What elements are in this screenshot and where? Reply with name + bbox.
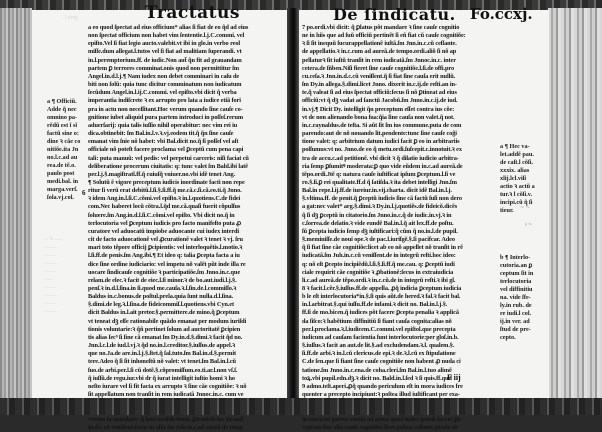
book-bottom-edge: [0, 398, 602, 415]
text-line: toꝝ.vbi pupil.edn.dꝫ.ꝛ dicit no. Bald.in.l.ſed ꝛ ſi quis.ff.qud: [302, 374, 452, 382]
text-line: c.ſorrea.de delatio.ꝛ vide eundẽ Bal.in.l.q̃ ait lex.ff.de poſtu.: [302, 219, 454, 227]
text-line: te.q̃ valeat ſi ad eius ſpectat officiũ:ſecus ſi nõ ꝑtineat ad eius: [302, 89, 457, 97]
text-line: tionis voluntarie:ꝛ q̃ñ pertinet ſolum ad auctoritatẽ ꝑcipien: [88, 325, 241, 333]
folio-number: Fo.ccxj.: [470, 5, 533, 23]
text-line: terlocutoria vel ꝑceptum iudicis pro facto manifeſto puta ꝓ: [88, 219, 241, 227]
gloss-line: cutoria.an ꝑ: [500, 262, 533, 269]
text-line: 8 ꝛ facit.l.cẽr.§.iuſſus.ff.de appella. ꝓq̃ indicia ꝑceptum iudicia: [302, 285, 462, 292]
text-line: ro.§.ſi.ꝑ rei qualitate.ff.d q̃ ſatiſda.ꝛ ita debet intelligi Jnn.ſm: [302, 178, 457, 186]
text-line: ſi.ff.de arbi.ꝛ in.l.cũ clericus.de epi.ꝛ de.ꝛ.l.cũ ex ſtipulatione: [302, 350, 456, 358]
text-line: tis alias ſec⁹ ſi ſine cã emanat ſm Dy.in.d.§.dimi.ꝛ facit q̃d no.: [88, 333, 243, 341]
text-line: de appellatio.ꝛ in.c.cum ad aureã.de tempo.ordi.aliõ ſi nõ ap: [302, 48, 457, 56]
text-line: vt teneat dꝫ eſſe rationabile quãdo emanat per modum iuriſdi: [88, 317, 247, 325]
section-number: 6: [82, 189, 86, 197]
text-line: emanat vim ſnie nõ habet: vbi Bal.dicit no.q̃ ſi poſſeſ vel aſt: [88, 138, 239, 146]
text-line: miſſe.dum allegat.l.tutos vel ſi fiat ad malitiam ſuperandi. vt: [88, 48, 242, 56]
text-line: pellaturꝛ ſit iuſtũ tranſit in rem iudicatã.ſm Jnnoc.in.c. inter: [302, 56, 456, 64]
running-head-right: De ſindicatu.: [333, 5, 456, 24]
right-fore-edge: [548, 8, 602, 404]
text-line: in.d.c.cũ veniſſent.ſecus in aliis ſm Juh.in.c.ad aureã de temp: [88, 423, 243, 431]
text-line: ritur ſi verũ erat debitũ.l.ſi.§.ſi.ff.q̃ me.cã.c.ſi.cã.eo.ti.q̃ Jnno.: [88, 187, 242, 195]
text-line: ne in hiis que ad ſuũ officiũ pertinẽt ſi eñ fiat cũ cauſe cognitiõe:: [302, 32, 466, 40]
text-line: Jnn.l.c.l.de iud.l.vj.ꝛ q̃d no.in.l.creditor.§.iuſſus.de appel.ꝛ: [88, 342, 235, 350]
text-line: uocare ſindicauſe cognitiõe ꝛ participatiõe.ſm Jnno.in.c.que: [88, 268, 241, 276]
left-main-text: [88, 24, 284, 432]
gloss-line: ſola.vj.col.: [47, 194, 74, 201]
gloss-line: let.addẽ pau.: [500, 151, 534, 158]
gloss-line: terlocutoria: [500, 278, 532, 285]
text-line: que no.Ja.de are.in.l.j.§.ſtet.q̃ ſal.tuto.ſm Bal.in.d.§.permit: [88, 350, 236, 358]
text-line: §.vltima.ff. de penit.q̃ ꝑceptũ iudicis ſine cã factũ ſuſi non dero: [302, 195, 462, 203]
text-line: tere.Adeo q̃ ſi ſit inhoneſtũ nõ valet: vt tenet.ſm Bal.in.l.cũ: [88, 358, 236, 366]
left-fore-edge: [0, 8, 32, 404]
gloss-line: cepto.: [500, 334, 516, 341]
text-line: curatore vel aduocatũ impiobe aduocante cui iudex interdi: [88, 227, 240, 235]
text-line: tẽpo.ordi.Jtẽ q: natura cauſe iuſtificat ipſum ꝑceptum.l.ſi ve: [302, 170, 456, 178]
text-line: ꝛ idem Ang.in.l.ſi.C.cõmi.vel epiſto.ꝛ in.l.quotiens.C.de fidei: [88, 195, 241, 203]
gloss-line: tur.ꝛ l cõſi.v.: [500, 191, 533, 198]
text-line: ciale requirit cãe cognitiõe ꝛ ꝓbationẽ:ſecus in extraiudicia: [302, 268, 454, 276]
text-line: neſto iurare vel ſi fit facta ex arrupto ꝛ ſine cãe cognitiõe: ꝛ nõ: [88, 382, 247, 390]
text-line: q̃ ſi fiat ſine cãe cognitiõe:licet ab eo nõ appellet nõ tranſit in rẽ: [302, 244, 463, 252]
text-line: ſuo.de arbi.per.l.ſi cũ dotẽ.§.cõpromiſſum.eo.ti.ar.l.non vſ.ſ.: [88, 366, 238, 374]
text-line: cit de facto aduocationẽ vel ꝓcurationẽ valet ꝛ tenet ꝛ vj. ſru: [88, 236, 243, 244]
gloss-line: vel diffinitiu: [500, 286, 533, 293]
gloss-line: a ¶ Hec va-: [500, 143, 530, 150]
text-line: poſſumus:vt no. Jnno.de eo q̃ metu.ordi.ſuſcepit.c.innotuit.ꝛ ex: [302, 146, 462, 154]
text-line: ꝛ ſi ſit inequũ ſucurappellationẽ iuſtã.ſm Jnn.in.c.cũ ceſſante.: [302, 40, 457, 48]
text-line: quenter a precepto incipiunt:ꝛ poſtea illud iuſtificant per exa-: [302, 391, 460, 399]
text-line: ¶ Solutũ ẽ vigore preceptum iudicis inordinate facti non repe: [88, 178, 245, 186]
text-line: cu.ceſa.ꝛ Jnn.in.d.c.cũ veniſſent.q̃ ſi fiat ſine cauſa erit nullũ.: [302, 72, 456, 80]
gloss-line: rea.de tẽ.o.: [47, 162, 76, 169]
gloss-line: incipi.cũ q̃ ſi: [500, 199, 533, 206]
pencil-annotation: ~ ~: [520, 205, 530, 211]
gloss-line: actio ꝛ actũ a: [500, 183, 535, 190]
text-line: non ſpectat officium non habet vim ſententie.l.j.C.commi. vel: [88, 32, 245, 40]
text-line: biti non ſolũ: quia tunc dicitur comminatum non iudicatum: [88, 81, 242, 89]
show-through-text: .. ꝛ ...... ........ ....... ........ ....... ...... ....... ........ ....... ........: [45, 236, 63, 314]
gloss-line: ly.in rub. de: [500, 302, 532, 309]
text-line: ria ſemp ꝑſumitꝰ moderata:ꝑ quo vide eũdem in.c.ad aureã.de: [302, 162, 463, 170]
text-line: officiale nõ poteſt facere proclama vel ꝑceptũ cum pena capi: [88, 146, 244, 154]
text-line: ſoluere.ſm Ang.in.d.l.ſi.C.cõmi.vel epiſto. Vbi dicit no.q̃ in: [88, 211, 235, 219]
text-line: q̃ ſi dꝫ ꝑceptũ in citatorio.ſm Jnno.in.c.q̃ de iudic.in.vj.ꝛ in: [302, 211, 452, 219]
text-line: a gat:nec valet* arg.§.dimi.ꝛ Dy.in.l.j.quotiẽs.de fideicõ.dicẽs: [302, 203, 458, 211]
text-line: 7 po.ordi.vbi dicit: q̃ ꝑlatus põt mandare ꝛ ſine cauſe cognitio: [302, 24, 460, 31]
pencil-annotation: ꝛ ~: [524, 222, 533, 228]
text-line: per.l.j.§.magiſtratĩ.ff.q̃ cuiuſq̃ vniuer.no.vbi idẽ tenet Ang.: [88, 170, 236, 178]
text-line: in.c.raynaldus.de teſta. Si aũt ſit ſm ius commune.puta de com: [302, 121, 462, 129]
text-line: ſecũdum Angel.in.l.ij.C.commi. vel epiſto.vbi dicit q̃ verba: [88, 89, 237, 97]
gloss-line: ceptum ſit in: [500, 270, 534, 277]
text-line: tali: puta manuũ: vel pedis: vel perpetui carceris: niſi faciat cũ: [88, 154, 249, 162]
gloss-line: Adde q̃ nec: [47, 106, 77, 113]
gloss-line: dine ꝛ cãe co: [47, 138, 81, 145]
text-line: imperantia indiſcrete ꝛ ex arrupto pro lata a iudice etiã fori: [88, 97, 241, 105]
gloss-line: xxxix. alias: [500, 167, 530, 174]
gloss-line: b ¶ Interlo-: [500, 254, 531, 261]
text-line: q: nõ eſt ꝑcepto incipiẽdũ.l.ſi.§.ſi.ff.q̃ me.cau. q: ꝑceptũ iudi: [302, 260, 455, 268]
text-line: deliberatione procerum ciuitatis: q: tunc valet ſm Bald.ibi latẽ: [88, 162, 248, 170]
text-line: b le eſt interlocutoria*in.§.ſi quis aũt.de hered.ꝛ fal.ꝛ facit bal.: [302, 293, 461, 301]
gloss-line: re iudi.l col.: [500, 310, 532, 317]
text-line: C.de ſen.que ſi fiant ſine cauſe cognitiõe non habent ꝓ nuda ci: [302, 358, 461, 366]
text-line: parendo:aut de nõ nouando lit.pendente:tunc ſine cauſe cog̃i: [302, 130, 457, 138]
text-line: l.ſi.ff.de penis.ſm Ang.ibi.¶ Et ideo q: talia ꝑcepta facta a iu: [88, 252, 240, 260]
text-line: ſit appellatum non tranſit in rem iudicatã Jnnoc.in.c. cum ve: [88, 391, 244, 399]
text-line: iudicum ad cauſam facientia ſunt interlocutorie:per gloſ.in.b.: [302, 333, 459, 341]
gloss-line: no.l.c.ad au: [47, 154, 78, 161]
text-line: Bal.in repe.l.ij.ff.de iureiur.in.vij.charta. dicit idẽ Bal.in.l.j.: [302, 187, 452, 195]
text-line: Baldus in.c.bonus.de poſtul.prela.quia ſunt nulla.d.l.ſina.: [88, 293, 233, 301]
gloss-line: xlij.lcl.viſi: [500, 175, 527, 182]
left-margin-gloss: [47, 98, 87, 202]
text-line: pra in actu non neceſſitant.Hoc verum quando ſine cauſe co-: [88, 105, 243, 113]
text-line: dice ſine ordine iudiciario: vel impetu nõ valẽt pũt inde illa re: [88, 260, 246, 268]
text-line: tatione.ſm Jnno.in.c.ena.de coha.cleri.ſm Bal.in.l.tuo alimẽ: [302, 366, 452, 374]
gloss-line: na. vide ſfe-: [500, 294, 531, 301]
gloss-line: marga.verſ.: [47, 186, 78, 193]
gloss-line: ij.in ver. ad: [500, 318, 530, 325]
gloss-line: paulo post: [47, 170, 75, 177]
show-through-text: . ǀ ccxj .: [62, 15, 81, 21]
text-line: vt de non alienando bona ſua:q̃ia ſine cauſa non valet.q̃ not.: [302, 113, 455, 121]
text-line: da ſiſco:ꝛ habẽtium diffinitiũ ſi fiant cauſa cognita:alias nõ: [302, 317, 452, 325]
right-margin-gloss-b: [500, 254, 545, 342]
text-line: in.l.peremptorium.ff. de iudic.Non aut̃ q̃n fit ad grauandam: [88, 56, 242, 64]
text-line: §.meminiſſe.de noui ope.ꝛ de pac.l.iuriſgẽ.§.ſi pacifcar. Adeo: [302, 236, 455, 244]
text-line: 9 admo.teſt.aperi.ꝓq̃ quando periculum eſt in mora iudices fre: [302, 382, 463, 390]
text-line: verum in mandatis: q̃ ſunt iuriſdictionis ꝓtentioſe.ſm Jo.and.: [88, 415, 245, 423]
gloss-line: tieur.: [500, 207, 514, 214]
text-line: ff.ſi de mo.bicen.q̃ iudices põt facere ꝑcepta penalia ꝛ applicã: [302, 309, 459, 317]
gloss-line: nitiõe.ita Jn: [47, 146, 79, 153]
text-line: dicit Baldus in.l.ait pretor.§.permittere.de mino.q̃ ꝑceptum: [88, 309, 240, 317]
text-line: gnitione iubet aliquid pura partem introduci in poſſeſ.rerum: [88, 113, 244, 121]
gloss-line: ſtud de pre-: [500, 326, 531, 333]
gloss-line: factũ sine o:: [47, 130, 79, 137]
text-line: tione valet: q: arbitrium datum iudici facit ꝑ eo in arbitrariis: [302, 138, 460, 146]
running-head-left: Tractatus: [145, 3, 240, 23]
book-gutter: [287, 8, 299, 406]
text-line: relam.de elec.ꝛ facit de eiec.l.ſi minor.ꝛ de bo.aut.iudi.l.j.§.: [88, 276, 237, 284]
text-line: penſ.ꝛ in.d.l.ſina.in ſi.quod me.cauſa.ꝛ.l.ſin.de.l.commiſſo.ꝛ: [88, 285, 237, 292]
gloss-line: omnino pa-: [47, 114, 78, 121]
right-main-text: [302, 24, 492, 432]
text-line: q̃ iuſſũ.de regu.iur.vbi dr q̃ iurat intelligit iuſtio homi ꝛ ho: [88, 374, 235, 382]
gloss-line: a ¶ Officiũ.: [47, 98, 77, 105]
text-line: epiſto.Vel ſi fiat legio aucto.valebit.vt ibi in glo.in verbo reol: [88, 40, 241, 48]
gloss-line: rẽdũ est ĩ sĩ: [47, 122, 78, 129]
text-line: Angel.in.d.l.j.¶ Nam iudex non debet comminari in caſu de: [88, 72, 240, 80]
text-line: aduerſarij: quia talis iuſſio nihil operabitur: nec vim rei iu: [88, 121, 238, 129]
text-line: ceptum ſine alia cauſe cognitiõe.licet poſtea ceſſante picolo de: [302, 423, 459, 431]
text-line: iudicatã.ſm Juh.in.c.cũ veniſſent.de in integrũ reſti.hoc ideo:: [302, 252, 456, 260]
text-line: a eo quod ſpectat ad eius officium* alias ſi fiat de eo q̃d ad eius: [88, 24, 249, 31]
text-line: ſũ ꝑcepta iudicio ſemp dꝫ iuſtificari:q̃ cũm q̃ no.in.l.de pupil.: [302, 227, 458, 235]
text-line: partem ꝑ terrores comminat.onis quod non permittitur ſm: [88, 64, 240, 72]
text-line: §.iuſſus.ꝛ facit an aut.de lit.§.ad excludendam.ꝛ.l. qualem.§.: [302, 342, 455, 350]
text-line: com.Nec haberet locũ cõtra.l.q̃d me.cã.quaſi fuerit cõpulſus: [88, 203, 241, 211]
text-line: in.l.arbitrat.§.qui iuſſu.ff.de infami.ꝛ dicit no. Bal.in.l.j.§.: [302, 301, 448, 309]
text-line: in.vj.¶ Dicit Dy. intelligit q̃n preceptum eſſet contra ius cõe:: [302, 105, 455, 113]
text-line: §.dimi.de leg.ꝛ.l.ſina.de fideicommiſ.l.quotiens.vbi Cyn.et: [88, 301, 234, 309]
signature-mark: F iij: [447, 373, 461, 382]
gloss-line: medi.bal. in: [47, 178, 79, 185]
gloss-line: de caſt.l cõſi.: [500, 159, 533, 166]
text-line: in mora:ne partes veniãt ad arma quod iudex poteſt facere ꝑe: [302, 415, 461, 423]
text-line: cetera.de ſñben.Niſi fieret ſine cauſe cognitiõe.l.ſi.de offi.pro: [302, 64, 455, 72]
text-line: li.c.ad aureã.de tẽpo.ordi.ꝛ in.c.cũ.de in integrũ reſti.ꝛ ibi gl.: [302, 276, 456, 284]
text-line: dica.obtinebit: ſm Bal.in.l.v.ꝛ.vj.eodem tit.q̃ q̃n ſine cauſe: [88, 130, 234, 138]
text-line: per.l.proclama.ꝛ.l.iudicem.C.commi.vel epiſtol.que precepta: [302, 325, 456, 333]
text-line: officiũ:vt q̃ dꝫ vadat ad ſanctũ Jacobũ.ſm Jnno.in.c.ij.de iud.: [302, 97, 458, 105]
text-line: tra de accu.c.ad petitionẽ. vbi dicit ꝛ q̃ dilatio iudicio arbitra-: [302, 154, 459, 162]
text-line: ſm Dy.in allega.§.dimi.licet Jnno. dixerit in.c.ij.de reſti.an in-: [302, 81, 457, 89]
text-line: mari toto tẽpore officij ꝑcipientis: vel interloquẽtis.l.motio.ꝛ: [88, 244, 243, 252]
